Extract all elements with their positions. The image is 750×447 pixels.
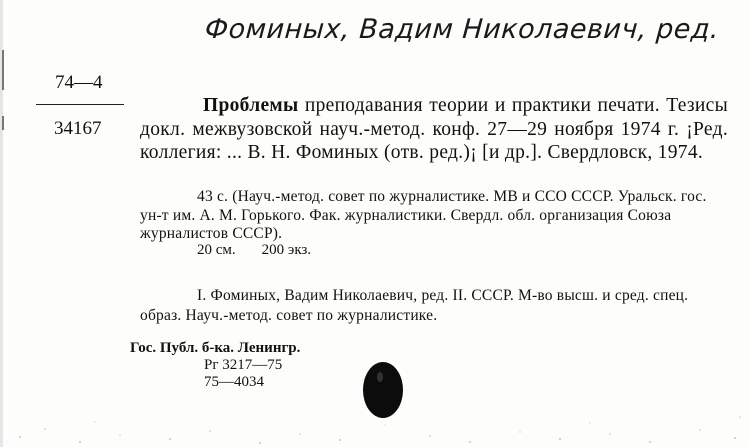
tracings: I. Фоминых, Вадим Николаевич, ред. II. СССР. М-во высш. и сред. спец. образ. Науч.-метод. совет по журналистике. bbox=[140, 287, 689, 324]
dimensions: 20 см. bbox=[197, 242, 236, 258]
physical-description bbox=[197, 242, 337, 259]
entry-title: Проблемы bbox=[203, 95, 299, 116]
collation-note: 43 с. (Науч.-метод. совет по журналистике. МВ и ССО СССР. Уральск. гос. ун-т им. А. М. Горького. Фак. журналистики. Свердл. обл. организация Союза журналистов СССР). bbox=[140, 188, 707, 242]
call-number-bottom: 34167 bbox=[54, 118, 102, 139]
library-number-1: Рг 3217—75 bbox=[204, 357, 283, 373]
call-number-divider bbox=[36, 104, 124, 105]
edge-mark bbox=[2, 50, 4, 90]
entry-body: преподавания теории и практики печати. Тезисы докл. межвузовской науч.-метод. конф. 27—29 ноября 1974 г. ¡Ред. коллегия: ... В. Н. Фоминых (отв. ред.)¡ [и др.]. Свердловск, 1974. bbox=[140, 95, 728, 163]
library-number-2: 75—4034 bbox=[204, 374, 264, 390]
edge-mark bbox=[2, 116, 4, 130]
print-run: 200 экз. bbox=[261, 242, 312, 258]
call-number-top: 74—4 bbox=[55, 72, 103, 93]
handwritten-heading: Фоминых, Вадим Николаевич, ред. bbox=[203, 14, 721, 45]
scan-noise bbox=[0, 387, 750, 447]
bibliographic-entry bbox=[140, 94, 728, 165]
library-name: Гос. Публ. б-ка. Ленингр. bbox=[130, 340, 301, 356]
